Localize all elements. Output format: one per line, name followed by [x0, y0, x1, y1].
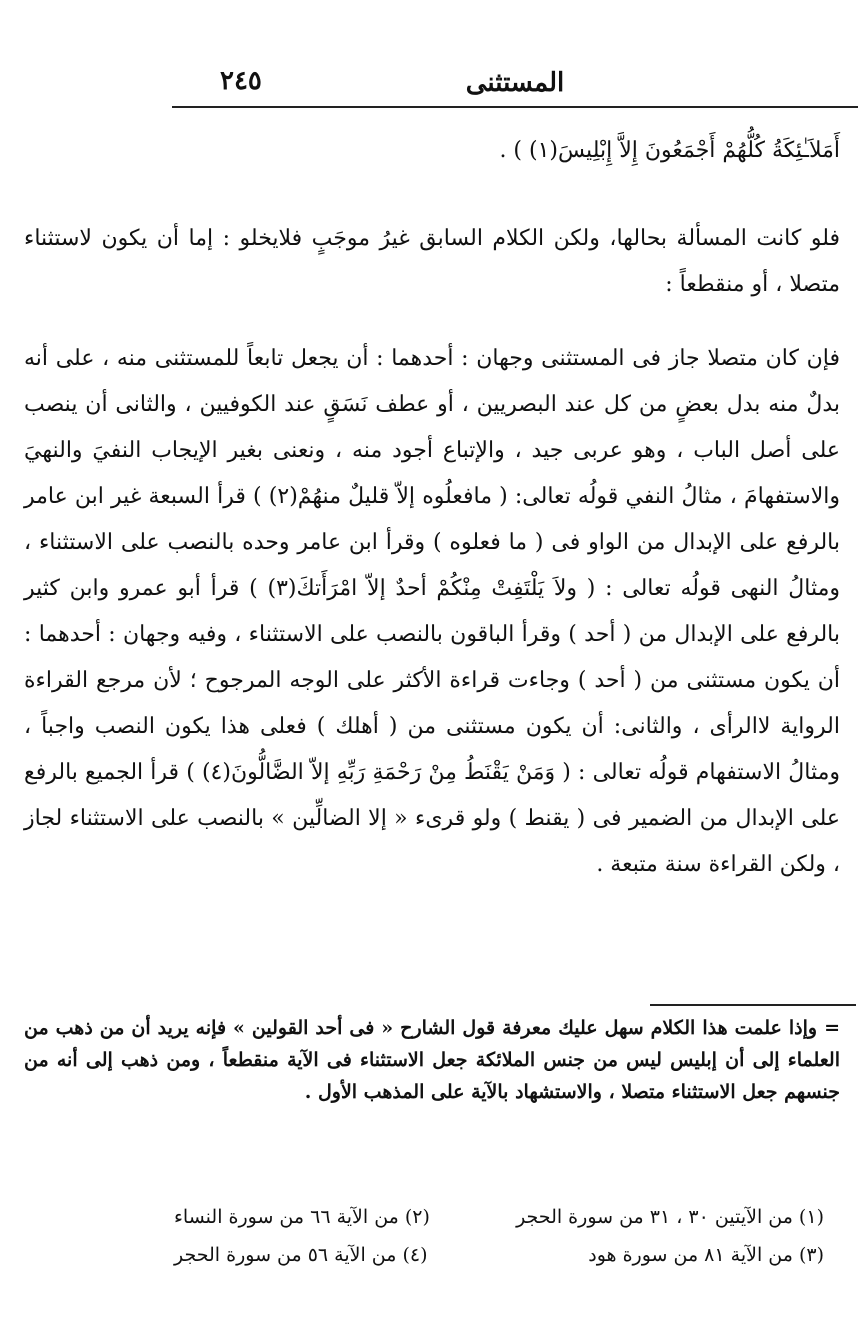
page-number: ٢٤٥ — [220, 66, 262, 96]
running-title: المستثنى — [465, 68, 565, 98]
page-header — [172, 62, 858, 108]
paragraph-2: فإن كان متصلا جاز فى المستثنى وجهان : أحدهما : أن يجعل تابعاً للمستثنى منه ، على أنه بدلٌ منه بدل بعضٍ من كل عند البصريين ، أو عطف نَسَقٍ عند الكوفيين ، والثانى أن ينصب على أصل الباب ، وهو عربى جيد ، والإتباع أجود منه ، ونعنى بغير الإيجاب النفيَ والنهيَ والاستفهامَ ، مثالُ النفي قولُه تعالى: ( مافعلُوه إلاّ قليلٌ منهُمْ(٢) ) قرأ السبعة غير ابن عامر بالرفع على الإبدال من الواو فى ( ما فعلوه ) وقرأ ابن عامر وحده بالنصب على الاستثناء ، ومثالُ النهى قولُه تعالى : ( ولاَ يَلْتَفِتْ مِنْكُمْ أحدٌ إلاّ امْرَأَتكَ(٣) ) قرأ أبو عمرو وابن كثير بالرفع على الإبدال من ( أحد ) وقرأ الباقون بالنصب على الاستثناء ، وفيه وجهان : أحدهما : أن يكون مستثنى من ( أحد ) وجاءت قراءة الأكثر على الوجه المرجوح ؛ لأن مرجع القراءة الرواية لاالرأى ، والثانى: أن يكون مستثنى من ( أهلك ) فعلى هذا يكون النصب واجباً ، ومثالُ الاستفهام قولُه تعالى : ( وَمَنْ يَقْنَطُ مِنْ رَحْمَةِ رَبِّهِ إلاّ الضَّالُّونَ(٤) ) قرأ الجميع بالرفع على الإبدال من الضمير فى ( يقنط ) ولو قرىء « إلا الضالِّين » بالنصب على الاستثناء لجاز ، ولكن القراءة سنة متبعة . — [24, 346, 840, 877]
footnote-3: (٣) من الآية ٨١ من سورة هود — [588, 1244, 824, 1266]
footnote-4: (٤) من الآية ٥٦ من سورة الحجر — [174, 1244, 428, 1266]
quranic-verse-line: أَمَلاَـٰئِكَةُ كُلُّهُمْ أَجْمَعُونَ إِلاَّ إِبْلِيسَ(١) ) . — [499, 138, 840, 163]
footnote-1: (١) من الآيتين ٣٠ ، ٣١ من سورة الحجر — [516, 1206, 824, 1228]
footnote-divider — [650, 1004, 856, 1006]
footnote-continuation: = وإذا علمت هذا الكلام سهل عليك معرفة قول الشارح « فى أحد القولين » فإنه يريد أن من ذهب من العلماء إلى أن إبليس ليس من جنس الملائكة جعل الاستثناء فى الآية منقطعاً ، ومن ذهب إلى أنه من جنسهم جعل الاستثناء متصلا ، والاستشهاد بالآية على المذهب الأول . — [24, 1017, 840, 1103]
footnote-2: (٢) من الآية ٦٦ من سورة النساء — [174, 1206, 430, 1228]
paragraph-1: فلو كانت المسألة بحالها، ولكن الكلام السابق غيرُ موجَبٍ فلايخلو : إما أن يكون لاستثناء متصلا ، أو منقطعاً : — [24, 226, 840, 297]
